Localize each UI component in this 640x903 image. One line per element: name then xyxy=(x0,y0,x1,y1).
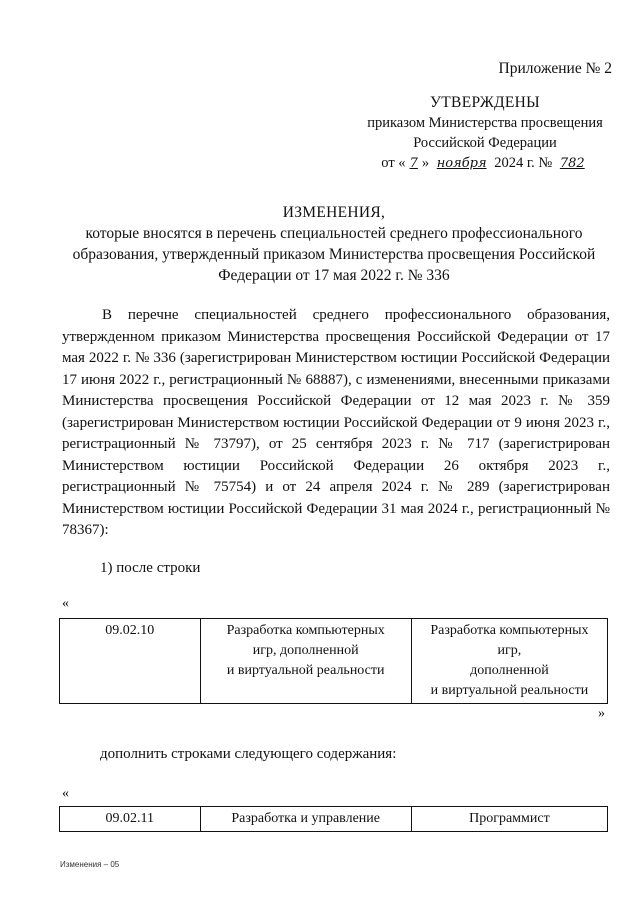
approval-block xyxy=(360,93,610,174)
table-cell-code xyxy=(60,619,201,704)
specialty-line-1: Разработка компьютерных xyxy=(226,623,385,638)
date-year: 2024 г. № xyxy=(494,155,553,171)
approved-title: УТВЕРЖДЕНЫ xyxy=(430,94,540,111)
date-month-handwritten: ноября xyxy=(436,156,487,171)
appendix-label: Приложение № 2 xyxy=(498,60,612,77)
item-1-label: 1) после строки xyxy=(100,560,201,576)
approved-line-2: Российской Федерации xyxy=(413,135,557,151)
specialty-line-3: и виртуальной реальности xyxy=(226,663,385,678)
table-cell-specialty: Разработка и управление xyxy=(200,807,411,832)
qualification-line-3: дополненной xyxy=(470,663,549,678)
open-quote: « xyxy=(62,786,69,801)
specialty-table-existing xyxy=(59,618,608,704)
qualification-line-1: Разработка компьютерных xyxy=(430,623,589,638)
code-text: 09.02.10 xyxy=(105,623,155,638)
table-row xyxy=(60,619,608,704)
order-number-handwritten: 782 xyxy=(559,156,585,171)
body-paragraph xyxy=(62,305,610,542)
table-cell-qualification: Программист xyxy=(411,807,607,832)
title-line-3: образования, утвержденный приказом Министерства просвещения Российской xyxy=(72,246,596,263)
open-quote: « xyxy=(62,596,69,611)
approval-date-line xyxy=(360,153,610,174)
document-title xyxy=(60,202,608,286)
table-row xyxy=(60,807,608,832)
date-prefix: от « xyxy=(381,155,406,171)
footer-note: Изменения – 05 xyxy=(60,860,120,869)
qualification-line-2: игр, xyxy=(497,643,522,658)
close-quote: » xyxy=(598,706,605,721)
table-cell-qualification xyxy=(411,619,607,704)
approved-line-1: приказом Министерства просвещения xyxy=(367,115,603,131)
specialty-line-2: игр, дополненной xyxy=(252,643,359,658)
paragraph-text: В перечне специальностей среднего профессионального образования, утвержденном приказом Министерства просвещения Российской Федерации от 17 мая 2022 г. № 336 (зарегистрирован Министерством юстиции Российской Федерации 17 июня 2022 г., регистрационный № 68887), с изменениями, внесенными приказами Министерства просвещения Российской Федерации от 12 мая 2023 г. № 359 (зарегистрирован Министерством юстиции Российской Федерации от 9 июня 2023 г., регистрационный № 73797), от 25 сентября 2023 г. № 717 (зарегистрирован Министерством юстиции Российской Федерации 26 октября 2023 г., регистрационный № 75754) и от 24 апреля 2024 г. № 289 (зарегистрирован Министерством юстиции Российской Федерации 31 мая 2024 г., регистрационный № 78367): xyxy=(62,307,610,538)
table-cell-specialty xyxy=(200,619,411,704)
title-line-4: Федерации от 17 мая 2022 г. № 336 xyxy=(218,267,450,284)
specialty-table-new xyxy=(59,806,608,832)
table-cell-code: 09.02.11 xyxy=(60,807,201,832)
qualification-line-4: и виртуальной реальности xyxy=(430,683,589,698)
title-line-1: ИЗМЕНЕНИЯ, xyxy=(282,204,386,221)
date-mid: » xyxy=(421,155,430,171)
title-line-2: которые вносятся в перечень специальностей среднего профессионального xyxy=(85,225,583,242)
date-day-handwritten: 7 xyxy=(409,156,418,171)
supplement-label: дополнить строками следующего содержания: xyxy=(100,746,397,762)
